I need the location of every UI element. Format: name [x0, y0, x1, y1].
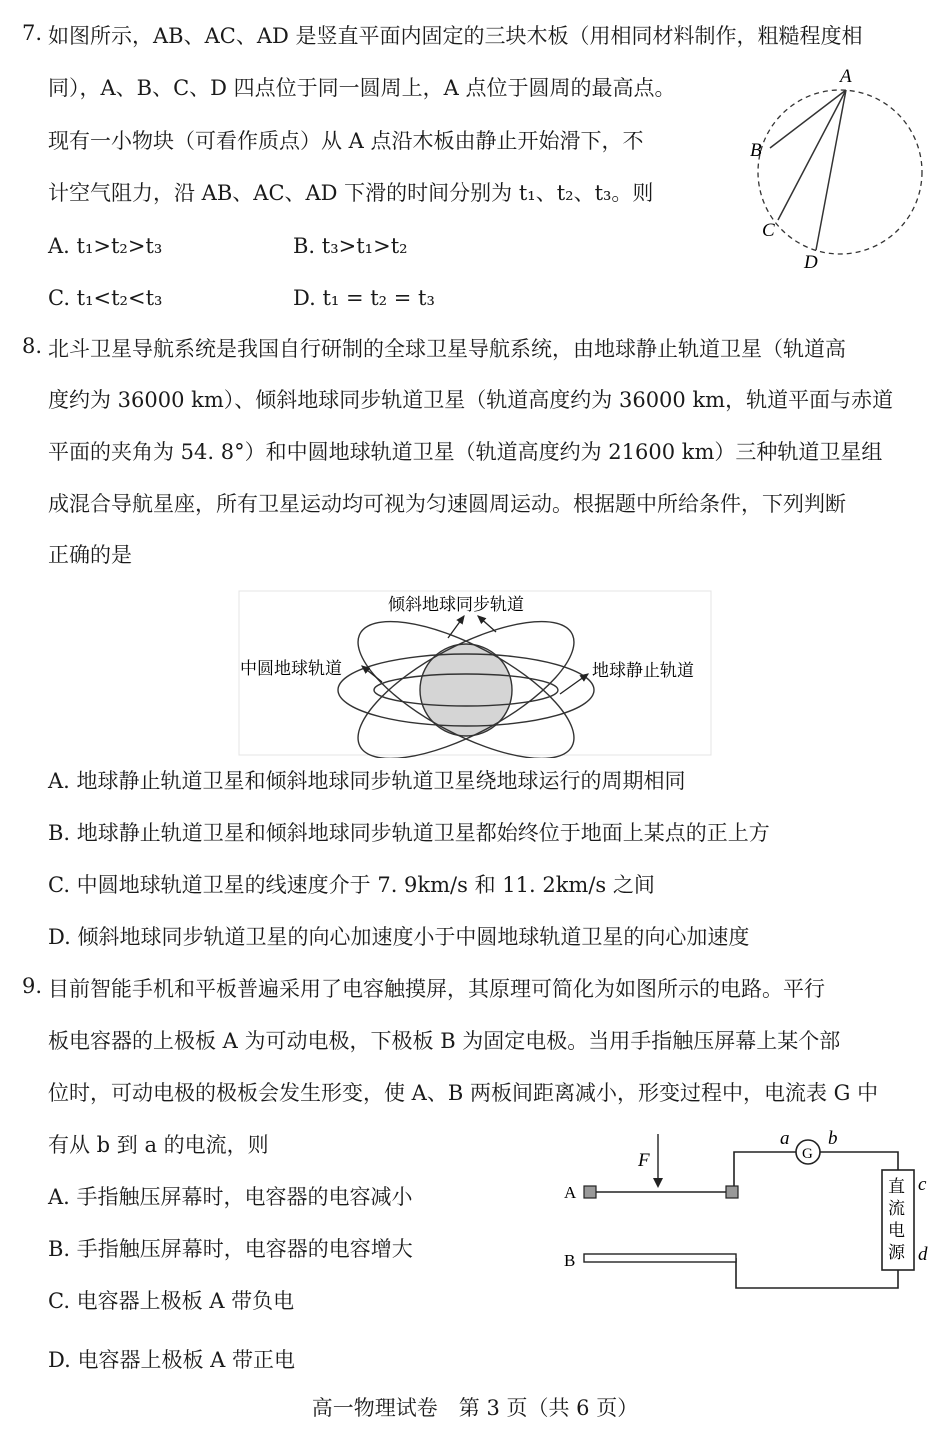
question-text-line: 平面的夹角为 54. 8°）和中圆地球轨道卫星（轨道高度约为 21600 km）三种轨道卫星组 [48, 440, 883, 464]
source-char: 电 [888, 1221, 905, 1241]
label-a: A [840, 66, 852, 87]
question-text-line: 现有一小物块（可看作质点）从 A 点沿木板由静止开始滑下，不 [48, 129, 644, 153]
plate-a-right-support [726, 1186, 738, 1198]
option-d[interactable]: D. t₁ = t₂ = t₃ [293, 286, 435, 310]
label-d: D [804, 252, 818, 273]
question-text-line: 目前智能手机和平板普遍采用了电容触摸屏，其原理可简化为如图所示的电路。平行 [48, 977, 825, 1001]
question-text-line: 度约为 36000 km）、倾斜地球同步轨道卫星（轨道高度约为 36000 km，轨道平面与赤道 [48, 388, 894, 412]
page-footer: 高一物理试卷 第 3 页（共 6 页） [311, 1396, 639, 1420]
question-text-line: 板电容器的上极板 A 为可动电极，下极板 B 为固定电极。当用手指触压屏幕上某个部 [48, 1029, 841, 1053]
question-text-line: 如图所示，AB、AC、AD 是竖直平面内固定的三块木板（用相同材料制作，粗糙程度相 [48, 24, 863, 48]
question-text-line: 位时，可动电极的极板会发生形变，使 A、B 两板间距离减小，形变过程中，电流表 G 中 [48, 1081, 879, 1105]
option-d[interactable]: D. 电容器上极板 A 带正电 [48, 1348, 295, 1372]
question-text-line: 计空气阻力，沿 AB、AC、AD 下滑的时间分别为 t₁、t₂、t₃。则 [48, 181, 654, 205]
question-text-line: 北斗卫星导航系统是我国自行研制的全球卫星导航系统，由地球静止轨道卫星（轨道高 [48, 337, 846, 361]
label-inclined-orbit: 倾斜地球同步轨道 [388, 595, 524, 615]
source-char: 源 [888, 1243, 905, 1263]
plate-a-left-support [584, 1186, 596, 1198]
label-a-terminal: a [780, 1128, 790, 1149]
force-arrowhead [653, 1178, 663, 1188]
label-c: C [762, 220, 775, 241]
question-number: 8. [22, 334, 43, 358]
board-ad [816, 90, 846, 250]
label-b: B [750, 140, 762, 161]
label-c-terminal: c [918, 1174, 927, 1195]
board-ac [778, 90, 846, 220]
option-a[interactable]: A. t₁>t₂>t₃ [48, 234, 163, 258]
capacitor-circuit-figure [562, 1128, 930, 1296]
option-d[interactable]: D. 倾斜地球同步轨道卫星的向心加速度小于中圆地球轨道卫星的向心加速度 [48, 925, 750, 949]
arrow-meo [362, 666, 382, 682]
galvanometer-label: G [802, 1146, 813, 1162]
arrow-inclined [448, 616, 464, 638]
option-c[interactable]: C. t₁<t₂<t₃ [48, 286, 163, 310]
orbit-figure [238, 590, 714, 758]
wire-bottom [736, 1258, 898, 1288]
wire-top-right [820, 1152, 898, 1170]
question-number: 9. [22, 974, 43, 998]
label-b-terminal: b [828, 1128, 838, 1149]
source-char: 流 [888, 1199, 905, 1219]
label-d-terminal: d [918, 1244, 928, 1265]
arrow-geo [560, 674, 588, 694]
dashed-circle [758, 90, 922, 254]
option-c[interactable]: C. 中圆地球轨道卫星的线速度介于 7. 9km/s 和 11. 2km/s 之间 [48, 873, 655, 897]
option-b[interactable]: B. 地球静止轨道卫星和倾斜地球同步轨道卫星都始终位于地面上某点的正上方 [48, 821, 770, 845]
question-number: 7. [22, 21, 43, 45]
option-a[interactable]: A. 手指触压屏幕时，电容器的电容减小 [48, 1185, 413, 1209]
option-b[interactable]: B. t₃>t₁>t₂ [293, 234, 408, 258]
wire-top-left [734, 1152, 796, 1192]
question-text-line: 成混合导航星座，所有卫星运动均可视为匀速圆周运动。根据题中所给条件，下列判断 [48, 492, 846, 516]
question-text-line: 正确的是 [48, 543, 132, 567]
plate-b [584, 1254, 736, 1262]
option-b[interactable]: B. 手指触压屏幕时，电容器的电容增大 [48, 1237, 413, 1261]
label-plate-a: A [564, 1183, 577, 1202]
label-force: F [638, 1150, 650, 1171]
option-a[interactable]: A. 地球静止轨道卫星和倾斜地球同步轨道卫星绕地球运行的周期相同 [48, 769, 686, 793]
question-text-line: 同），A、B、C、D 四点位于同一圆周上，A 点位于圆周的最高点。 [48, 76, 676, 100]
source-char: 直 [888, 1177, 905, 1197]
label-geo-orbit: 地球静止轨道 [592, 661, 694, 681]
label-plate-b: B [564, 1251, 576, 1270]
option-c[interactable]: C. 电容器上极板 A 带负电 [48, 1289, 295, 1313]
label-meo-orbit: 中圆地球轨道 [240, 659, 342, 679]
question-text-line: 有从 b 到 a 的电流，则 [48, 1133, 269, 1157]
circle-incline-figure [740, 62, 940, 274]
arrow-inclined-2 [478, 616, 496, 632]
board-ab [770, 90, 846, 148]
